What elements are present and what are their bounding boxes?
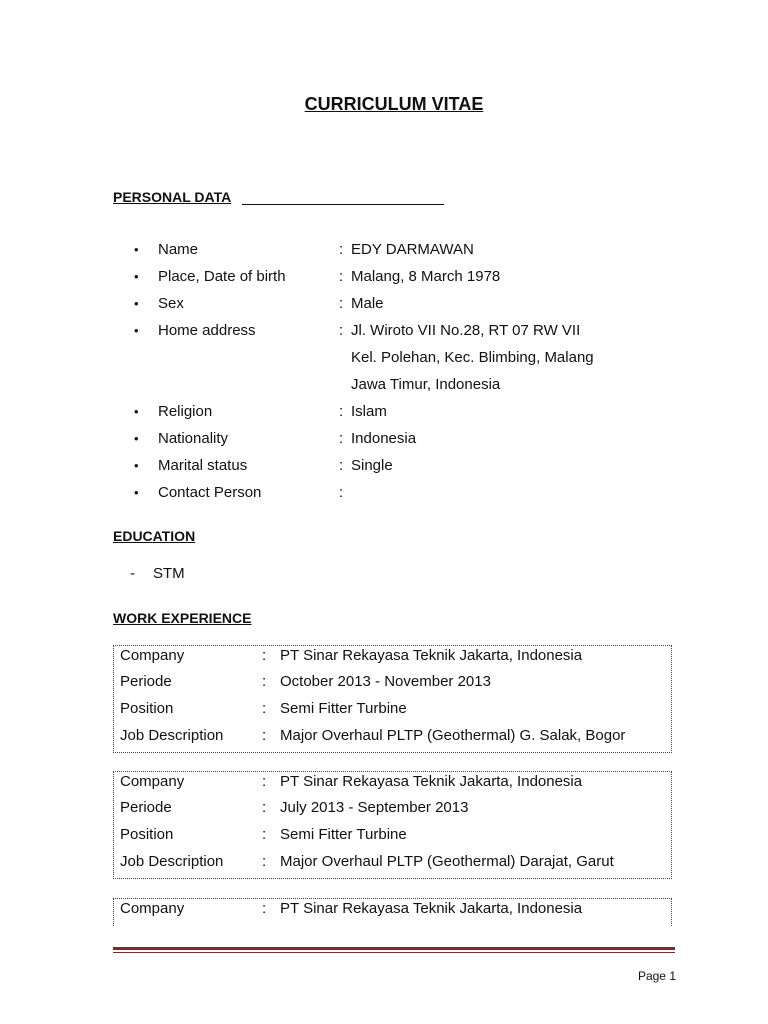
row-colon: :	[262, 799, 267, 816]
heading-underline	[242, 204, 444, 205]
row-colon: :	[339, 484, 344, 501]
row-label: Name	[158, 241, 199, 258]
row-value: Malang, 8 March 1978	[351, 268, 501, 285]
row-label: Periode	[120, 673, 172, 690]
row-colon: :	[262, 673, 267, 690]
row-label: Marital status	[158, 457, 248, 474]
work-experience-heading: WORK EXPERIENCE	[113, 610, 252, 626]
row-colon: :	[339, 430, 344, 447]
row-value: Major Overhaul PLTP (Geothermal) Darajat, Garut	[280, 853, 614, 870]
row-label: Job Description	[120, 853, 224, 870]
dash-icon: -	[130, 565, 135, 582]
bullet-icon: •	[134, 485, 139, 500]
bullet-icon: •	[134, 269, 139, 284]
bullet-icon: •	[134, 323, 139, 338]
row-value: Major Overhaul PLTP (Geothermal) G. Salak, Bogor	[280, 727, 626, 744]
personal-data-heading: PERSONAL DATA	[113, 189, 232, 205]
row-colon: :	[262, 853, 267, 870]
row-value: PT Sinar Rekayasa Teknik Jakarta, Indonesia	[280, 773, 583, 790]
row-label: Contact Person	[158, 484, 262, 501]
row-value: Male	[351, 295, 384, 312]
row-label: Place, Date of birth	[158, 268, 286, 285]
row-label: Position	[120, 826, 174, 843]
bullet-icon: •	[134, 458, 139, 473]
row-colon: :	[339, 403, 344, 420]
row-label: Company	[120, 647, 185, 664]
work-entry-1	[113, 645, 672, 753]
row-colon: :	[339, 241, 344, 258]
education-item: STM	[153, 565, 185, 582]
education-heading: EDUCATION	[113, 528, 196, 544]
row-label: Periode	[120, 799, 172, 816]
row-value: Jawa Timur, Indonesia	[351, 376, 501, 393]
footer-divider	[113, 947, 675, 950]
bullet-icon: •	[134, 296, 139, 311]
row-colon: :	[339, 457, 344, 474]
row-value: Islam	[351, 403, 387, 420]
row-colon: :	[262, 826, 267, 843]
row-colon: :	[262, 773, 267, 790]
row-value: PT Sinar Rekayasa Teknik Jakarta, Indonesia	[280, 647, 583, 664]
row-colon: :	[262, 700, 267, 717]
row-label: Sex	[158, 295, 184, 312]
row-value: PT Sinar Rekayasa Teknik Jakarta, Indonesia	[280, 900, 583, 917]
row-value: Indonesia	[351, 430, 417, 447]
row-value: Jl. Wiroto VII No.28, RT 07 RW VII	[351, 322, 581, 339]
row-colon: :	[339, 268, 344, 285]
footer-divider-thin	[113, 952, 675, 953]
row-label: Position	[120, 700, 174, 717]
bullet-icon: •	[134, 242, 139, 257]
bullet-icon: •	[134, 404, 139, 419]
row-value: July 2013 - September 2013	[280, 799, 469, 816]
work-entry-2	[113, 771, 672, 879]
bullet-icon: •	[134, 431, 139, 446]
row-label: Religion	[158, 403, 213, 420]
document-title: CURRICULUM VITAE	[304, 94, 484, 114]
row-value: Kel. Polehan, Kec. Blimbing, Malang	[351, 349, 594, 366]
row-colon: :	[262, 900, 267, 917]
row-label: Job Description	[120, 727, 224, 744]
row-colon: :	[339, 322, 344, 339]
row-label: Home address	[158, 322, 256, 339]
row-label: Company	[120, 900, 185, 917]
page-number: Page 1	[637, 969, 676, 983]
work-entry-3	[113, 898, 672, 926]
row-colon: :	[262, 727, 267, 744]
row-colon: :	[339, 295, 344, 312]
row-label: Nationality	[158, 430, 229, 447]
row-value: Semi Fitter Turbine	[280, 700, 407, 717]
row-value: October 2013 - November 2013	[280, 673, 491, 690]
row-label: Company	[120, 773, 185, 790]
row-value: Semi Fitter Turbine	[280, 826, 407, 843]
row-value: Single	[351, 457, 393, 474]
row-value: EDY DARMAWAN	[351, 241, 474, 258]
row-colon: :	[262, 647, 267, 664]
